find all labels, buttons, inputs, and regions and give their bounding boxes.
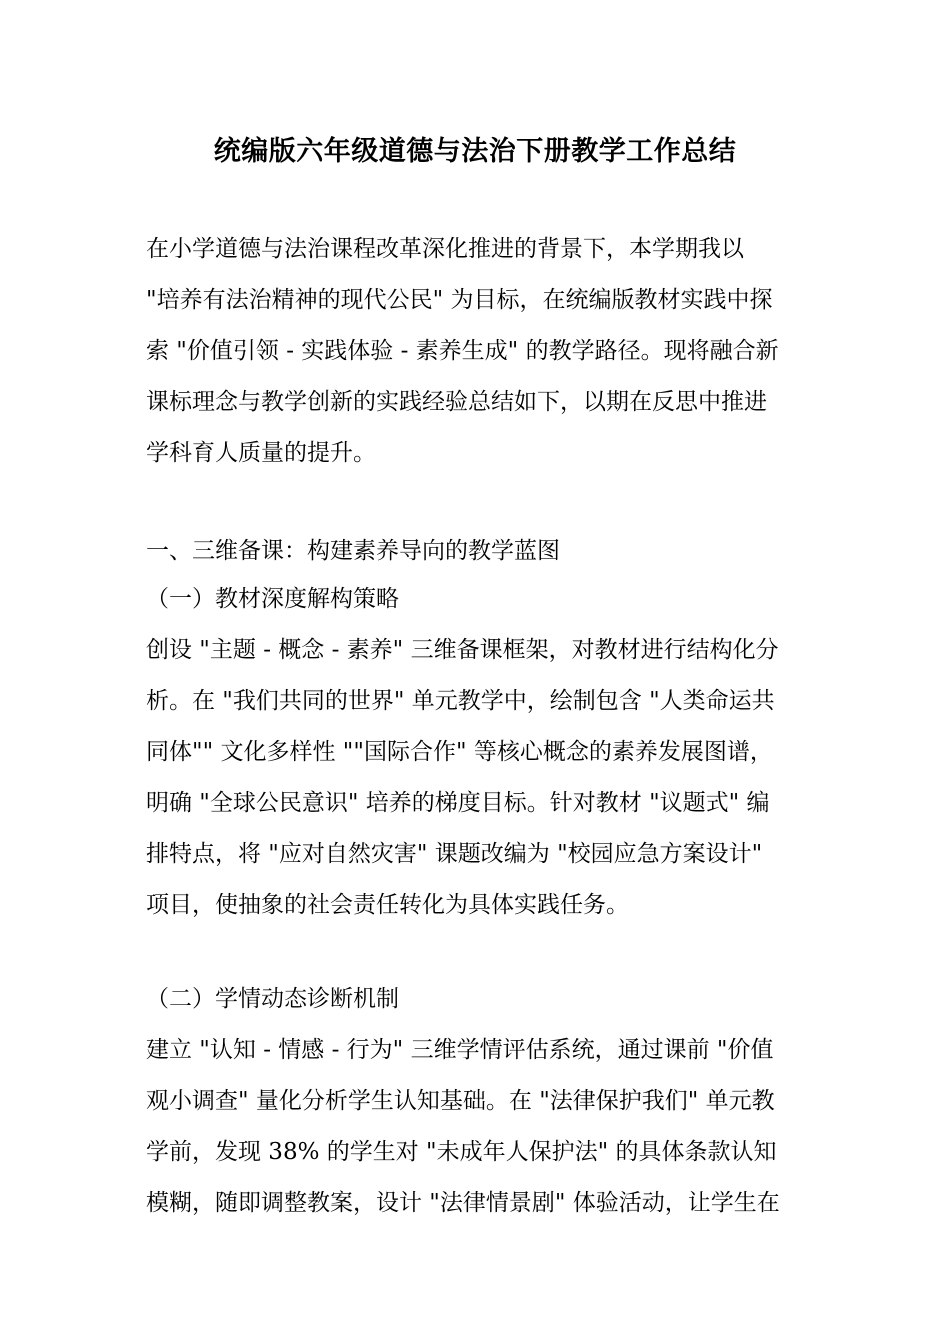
- paragraph-line: "培养有法治精神的现代公民" 为目标，在统编版教材实践中探: [146, 287, 773, 313]
- subsection-two: [146, 974, 808, 1229]
- paragraph-line: 明确 "全球公民意识" 培养的梯度目标。针对教材 "议题式" 编: [146, 790, 770, 816]
- paragraph-line: 学科育人质量的提升。: [146, 440, 376, 466]
- paragraph-line: 同体"" 文化多样性 ""国际合作" 等核心概念的素养发展图谱，: [146, 739, 773, 765]
- paragraph-line: 在小学道德与法治课程改革深化推进的背景下，本学期我以: [146, 236, 744, 262]
- paragraph-line: 索 "价值引领 - 实践体验 - 素养生成" 的教学路径。现将融合新: [146, 338, 779, 364]
- paragraph-line: 建立 "认知 - 情感 - 行为" 三维学情评估系统，通过课前 "价值: [146, 1037, 774, 1063]
- paragraph-line: 项目，使抽象的社会责任转化为具体实践任务。: [146, 892, 629, 918]
- paragraph-line: 观小调查" 量化分析学生认知基础。在 "法律保护我们" 单元教: [146, 1088, 775, 1114]
- subsection-heading: （一）教材深度解构策略: [146, 586, 399, 612]
- subsection-heading: （二）学情动态诊断机制: [146, 986, 399, 1012]
- intro-paragraph: [146, 224, 808, 479]
- paragraph-line: 析。在 "我们共同的世界" 单元教学中，绘制包含 "人类命运共: [146, 688, 775, 714]
- section-one: [146, 526, 808, 577]
- paragraph-line: 排特点，将 "应对自然灾害" 课题改编为 "校园应急方案设计": [146, 841, 763, 867]
- subsection-one: [146, 574, 808, 931]
- section-heading: 一、三维备课：构建素养导向的教学蓝图: [146, 538, 560, 564]
- paragraph-line: 学前，发现 38% 的学生对 "未成年人保护法" 的具体条款认知: [146, 1139, 777, 1165]
- paragraph-line: 模糊，随即调整教案，设计 "法律情景剧" 体验活动，让学生在: [146, 1190, 780, 1216]
- document-title: 统编版六年级道德与法治下册教学工作总结: [213, 136, 737, 167]
- paragraph-line: 课标理念与教学创新的实践经验总结如下，以期在反思中推进: [146, 389, 767, 415]
- paragraph-line: 创设 "主题 - 概念 - 素养" 三维备课框架，对教材进行结构化分: [146, 637, 779, 663]
